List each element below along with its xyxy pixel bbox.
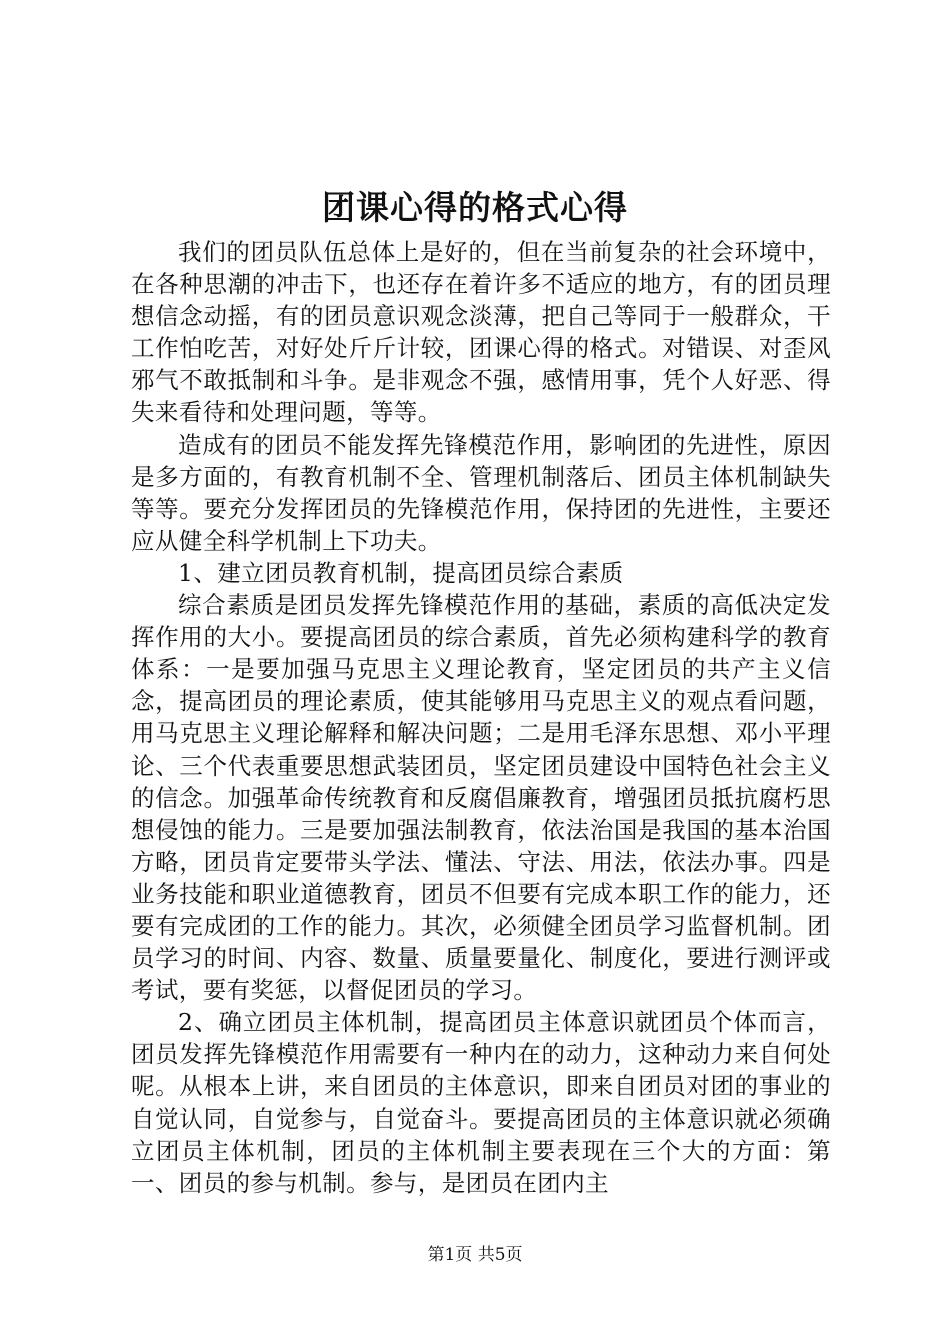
paragraph: 造成有的团员不能发挥先锋模范作用，影响团的先进性，原因是多方面的，有教育机制不全、管理机制落后、团员主体机制缺失等等。要充分发挥团员的先锋模范作用，保持团的先进性，主要还应从健全科学机制上下功夫。: [131, 430, 831, 555]
document-body: [131, 236, 831, 1199]
document-title: 团课心得的格式心得: [322, 188, 628, 227]
paragraph: 2、确立团员主体机制，提高团员主体意识就团员个体而言，团员发挥先锋模范作用需要有一种内在的动力，这种动力来自何处呢。从根本上讲，来自团员的主体意识，即来自团员对团的事业的自觉认同，自觉参与，自觉奋斗。要提高团员的主体意识就必须确立团员主体机制，团员的主体机制主要表现在三个大的方面：第一、团员的参与机制。参与，是团员在团内主: [131, 1008, 831, 1197]
section-heading: 1、建立团员教育机制，提高团员综合素质: [178, 558, 624, 587]
paragraph: 综合素质是团员发挥先锋模范作用的基础，素质的高低决定发挥作用的大小。要提高团员的综合素质，首先必须构建科学的教育体系：一是要加强马克思主义理论教育，坚定团员的共产主义信念，提高团员的理论素质，使其能够用马克思主义的观点看问题，用马克思主义理论解释和解决问题；二是用毛泽东思想、邓小平理论、三个代表重要思想武装团员，坚定团员建设中国特色社会主义的信念。加强革命传统教育和反腐倡廉教育，增强团员抵抗腐朽思想侵蚀的能力。三是要加强法制教育，依法治国是我国的基本治国方略，团员肯定要带头学法、懂法、守法、用法，依法办事。四是业务技能和职业道德教育，团员不但要有完成本职工作的能力，还要有完成团的工作的能力。其次，必须健全团员学习监督机制。团员学习的时间、内容、数量、质量要量化、制度化，要进行测评或考试，要有奖惩，以督促团员的学习。: [131, 591, 831, 1005]
page-footer: 第1页 共5页: [427, 1245, 523, 1265]
paragraph: 我们的团员队伍总体上是好的，但在当前复杂的社会环境中，在各种思潮的冲击下，也还存在着许多不适应的地方，有的团员理想信念动摇，有的团员意识观念淡薄，把自己等同于一般群众，干工作怕吃苦，对好处斤斤计较，团课心得的格式。对错误、对歪风邪气不敢抵制和斗争。是非观念不强，感情用事，凭个人好恶、得失来看待和处理问题，等等。: [131, 238, 831, 427]
